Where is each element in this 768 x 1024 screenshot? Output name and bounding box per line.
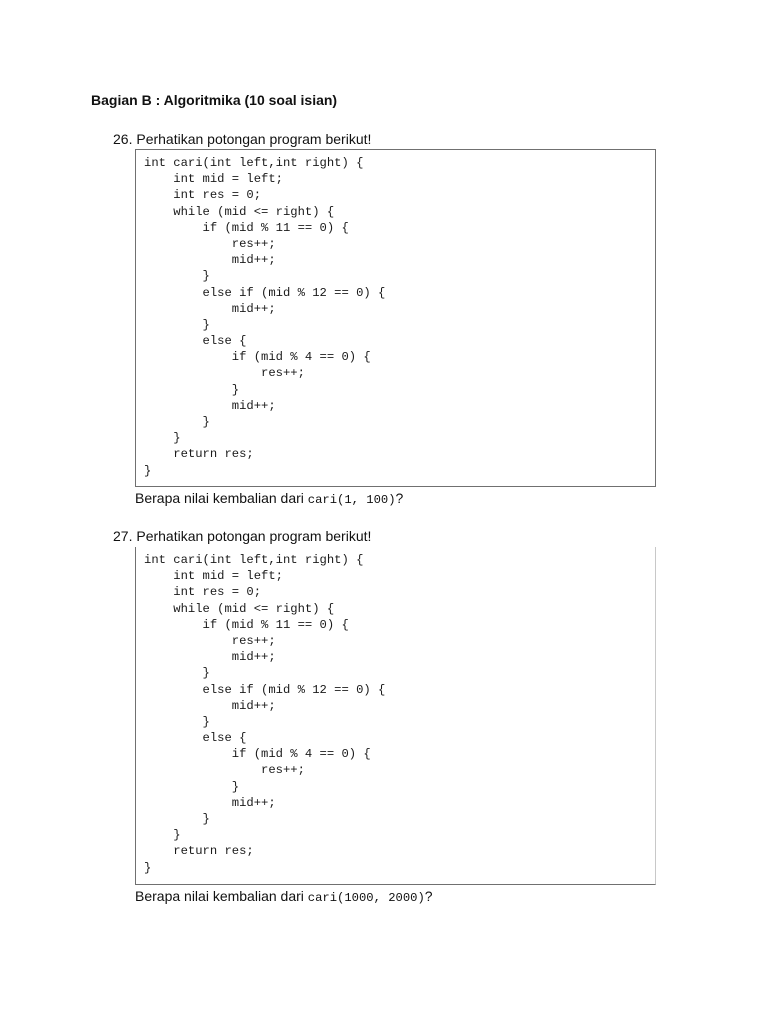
- code-line: }: [144, 860, 152, 875]
- code-line: }: [144, 269, 210, 284]
- code-line: }: [144, 666, 210, 681]
- code-line: }: [144, 382, 240, 397]
- question-header: [113, 528, 371, 544]
- section-title: Bagian B : Algoritmika (10 soal isian): [91, 92, 338, 108]
- code-line: else if (mid % 12 == 0) {: [144, 682, 386, 697]
- question-prompt: Perhatikan potongan program berikut!: [136, 528, 372, 544]
- code-line: int cari(int left,int right) {: [144, 553, 364, 567]
- question-header: [113, 131, 371, 147]
- question-mark: ?: [395, 490, 404, 506]
- code-line: mid++;: [144, 301, 276, 316]
- code-line: while (mid <= right) {: [144, 204, 335, 219]
- question-ask: [135, 490, 403, 508]
- code-line: int res = 0;: [144, 188, 262, 203]
- question-prompt: Perhatikan potongan program berikut!: [136, 131, 372, 147]
- code-line: while (mid <= right) {: [144, 601, 335, 616]
- code-line: }: [144, 463, 152, 478]
- code-line: }: [144, 415, 210, 429]
- ask-text: Berapa nilai kembalian dari: [135, 490, 308, 506]
- code-line: mid++;: [144, 398, 276, 413]
- code-line: }: [144, 714, 210, 729]
- code-line: if (mid % 4 == 0) {: [144, 747, 371, 762]
- code-block: [135, 547, 656, 885]
- code-line: else if (mid % 12 == 0) {: [144, 285, 386, 300]
- code-line: return res;: [144, 844, 254, 859]
- code-line: mid++;: [144, 650, 276, 665]
- question-number: 26.: [113, 131, 133, 147]
- code-line: }: [144, 812, 210, 826]
- code-line: int mid = left;: [144, 569, 283, 584]
- code-line: res++;: [144, 366, 305, 381]
- code-line: }: [144, 431, 181, 446]
- code-line: mid++;: [144, 795, 276, 810]
- code-line: res++;: [144, 633, 276, 648]
- code-line: int cari(int left,int right) {: [144, 156, 364, 170]
- code-line: if (mid % 11 == 0) {: [144, 220, 349, 235]
- code-line: return res;: [144, 447, 254, 462]
- function-call: cari(1000, 2000): [307, 891, 425, 905]
- code-line: int mid = left;: [144, 172, 283, 187]
- code-line: if (mid % 11 == 0) {: [144, 617, 349, 632]
- question-number: 27.: [113, 528, 133, 544]
- function-call: cari(1, 100): [307, 493, 396, 507]
- question-ask: [135, 888, 433, 906]
- code-line: int res = 0;: [144, 585, 262, 600]
- ask-text: Berapa nilai kembalian dari: [135, 888, 308, 904]
- code-line: mid++;: [144, 253, 276, 268]
- code-line: mid++;: [144, 698, 276, 713]
- code-line: }: [144, 779, 240, 794]
- question-mark: ?: [424, 888, 433, 904]
- code-line: res++;: [144, 763, 305, 778]
- code-line: }: [144, 317, 210, 332]
- code-line: }: [144, 828, 181, 843]
- code-line: else {: [144, 334, 247, 349]
- code-line: if (mid % 4 == 0) {: [144, 350, 371, 365]
- code-line: else {: [144, 731, 247, 746]
- code-line: res++;: [144, 236, 276, 251]
- code-block: [135, 149, 656, 487]
